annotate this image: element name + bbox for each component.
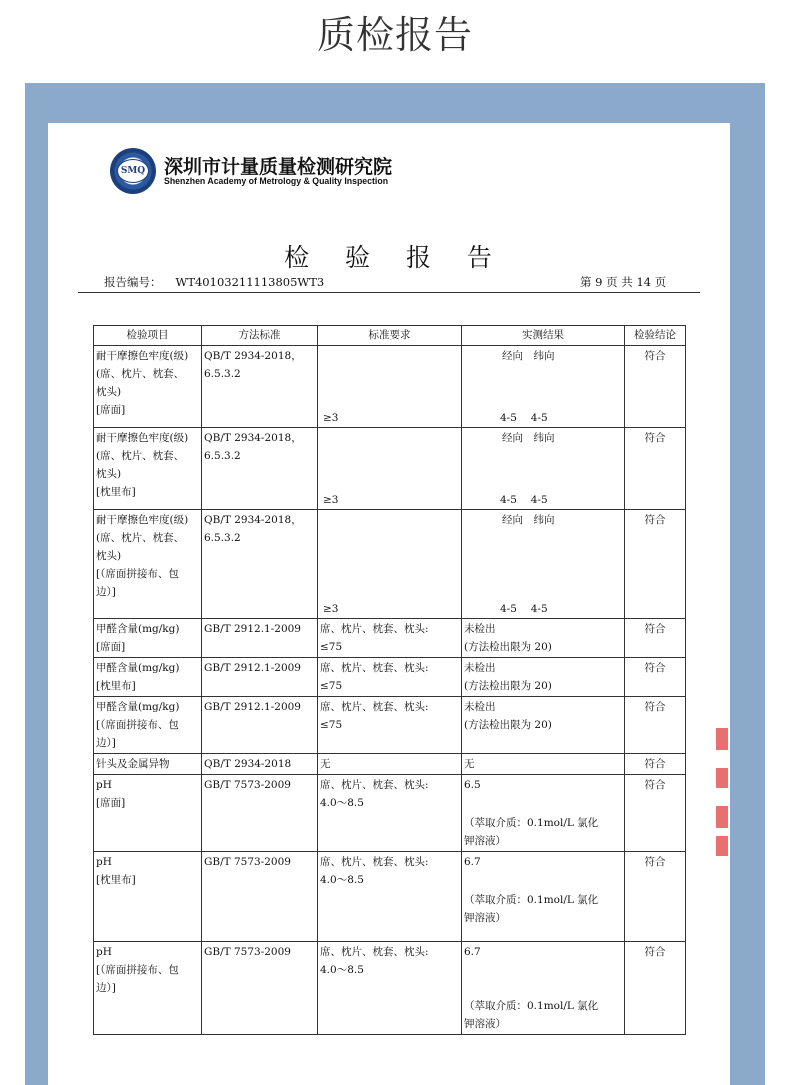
cell-requirement <box>318 346 462 428</box>
cell-method: QB/T 2934-2018， 6.5.3.2 <box>202 510 318 619</box>
table-row <box>94 428 686 510</box>
cell-result: 未检出 (方法检出限为 20) <box>462 619 625 658</box>
report-number <box>104 274 324 290</box>
header-method: 方法标准 <box>202 326 318 346</box>
cell-item: pH [（席面拼接布、包 边）] <box>94 942 202 1035</box>
cell-conclusion: 符合 <box>625 619 686 658</box>
cell-result <box>462 428 625 510</box>
cell-method: GB/T 7573-2009 <box>202 775 318 852</box>
cell-conclusion: 符合 <box>625 852 686 942</box>
table-header-row <box>94 326 686 346</box>
cell-method: GB/T 2912.1-2009 <box>202 619 318 658</box>
requirement-value: ≥3 <box>323 412 339 424</box>
logo-text: SMQ <box>117 159 149 183</box>
cell-requirement: 席、枕片、枕套、枕头: 4.0～8.5 <box>318 775 462 852</box>
result-value: 4-5 4-5 <box>500 412 548 424</box>
table-row <box>94 510 686 619</box>
cell-requirement <box>318 428 462 510</box>
cell-requirement: 席、枕片、枕套、枕头: 4.0～8.5 <box>318 852 462 942</box>
cell-requirement: 无 <box>318 754 462 775</box>
table-row <box>94 942 686 1035</box>
header-conclusion: 检验结论 <box>625 326 686 346</box>
table-row <box>94 754 686 775</box>
table-row <box>94 346 686 428</box>
result-value: 6.7 <box>464 856 481 868</box>
result-note: （萃取介质：0.1mol/L 氯化 钾溶液） <box>464 817 599 847</box>
result-value: 6.5 <box>464 779 481 791</box>
cell-item: 耐干摩擦色牢度(级) (席、枕片、枕套、 枕头) [枕里布] <box>94 428 202 510</box>
cell-item: 耐干摩擦色牢度(级) (席、枕片、枕套、 枕头) [（席面拼接布、包 边）] <box>94 510 202 619</box>
report-title: 检 验 报 告 <box>284 243 506 272</box>
table-row <box>94 658 686 697</box>
result-value: 6.7 <box>464 946 481 958</box>
result-direction: 经向 纬向 <box>502 350 555 362</box>
cell-conclusion: 符合 <box>625 754 686 775</box>
cell-method: QB/T 2934-2018， 6.5.3.2 <box>202 346 318 428</box>
cell-conclusion: 符合 <box>625 697 686 754</box>
cell-conclusion: 符合 <box>625 942 686 1035</box>
org-name-en: Shenzhen Academy of Metrology & Quality Inspection <box>164 176 389 187</box>
cell-item: 耐干摩擦色牢度(级) (席、枕片、枕套、 枕头) [席面] <box>94 346 202 428</box>
cell-requirement <box>318 510 462 619</box>
cell-method: GB/T 7573-2009 <box>202 852 318 942</box>
cell-conclusion: 符合 <box>625 775 686 852</box>
cell-method: QB/T 2934-2018 <box>202 754 318 775</box>
result-note: （萃取介质：0.1mol/L 氯化 钾溶液） <box>464 1000 599 1030</box>
table-row <box>94 852 686 942</box>
cell-item: 针头及金属异物 <box>94 754 202 775</box>
cell-method: GB/T 2912.1-2009 <box>202 697 318 754</box>
cell-conclusion: 符合 <box>625 510 686 619</box>
cell-result: 未检出 (方法检出限为 20) <box>462 697 625 754</box>
org-name-cn: 深圳市计量质量检测研究院 <box>164 156 393 178</box>
table-row <box>94 619 686 658</box>
cell-result: 无 <box>462 754 625 775</box>
table-row <box>94 775 686 852</box>
cell-result <box>462 346 625 428</box>
cell-requirement: 席、枕片、枕套、枕头: 4.0～8.5 <box>318 942 462 1035</box>
cell-requirement: 席、枕片、枕套、枕头: ≤75 <box>318 697 462 754</box>
cell-conclusion: 符合 <box>625 428 686 510</box>
cell-requirement: 席、枕片、枕套、枕头: ≤75 <box>318 619 462 658</box>
smq-logo <box>110 148 156 194</box>
inspection-table <box>93 325 686 1035</box>
cell-method: GB/T 7573-2009 <box>202 942 318 1035</box>
header-item: 检验项目 <box>94 326 202 346</box>
cell-item: pH [枕里布] <box>94 852 202 942</box>
requirement-value: ≥3 <box>323 603 339 615</box>
cell-item: 甲醛含量(mg/kg) [（席面拼接布、包 边）] <box>94 697 202 754</box>
page-info: 第 9 页 共 14 页 <box>580 275 667 289</box>
result-direction: 经向 纬向 <box>502 514 555 526</box>
result-direction: 经向 纬向 <box>502 432 555 444</box>
report-number-label: 报告编号： <box>104 275 162 289</box>
cell-method: QB/T 2934-2018， 6.5.3.2 <box>202 428 318 510</box>
requirement-value: ≥3 <box>323 494 339 506</box>
cell-result <box>462 852 625 942</box>
cell-result <box>462 510 625 619</box>
result-note: （萃取介质：0.1mol/L 氯化 钾溶液） <box>464 894 599 924</box>
cell-conclusion: 符合 <box>625 658 686 697</box>
cell-result <box>462 775 625 852</box>
header-divider <box>78 292 700 293</box>
cell-result: 未检出 (方法检出限为 20) <box>462 658 625 697</box>
result-value: 4-5 4-5 <box>500 603 548 615</box>
result-value: 4-5 4-5 <box>500 494 548 506</box>
page-heading: 质检报告 <box>316 13 473 57</box>
cell-item: 甲醛含量(mg/kg) [席面] <box>94 619 202 658</box>
report-number-value: WT40103211113805WT3 <box>175 275 325 289</box>
header-result: 实测结果 <box>462 326 625 346</box>
cell-conclusion: 符合 <box>625 346 686 428</box>
cell-item: pH [席面] <box>94 775 202 852</box>
header-requirement: 标准要求 <box>318 326 462 346</box>
table-row <box>94 697 686 754</box>
cell-result <box>462 942 625 1035</box>
red-seal-edge <box>716 728 730 858</box>
cell-method: GB/T 2912.1-2009 <box>202 658 318 697</box>
cell-requirement: 席、枕片、枕套、枕头: ≤75 <box>318 658 462 697</box>
cell-item: 甲醛含量(mg/kg) [枕里布] <box>94 658 202 697</box>
